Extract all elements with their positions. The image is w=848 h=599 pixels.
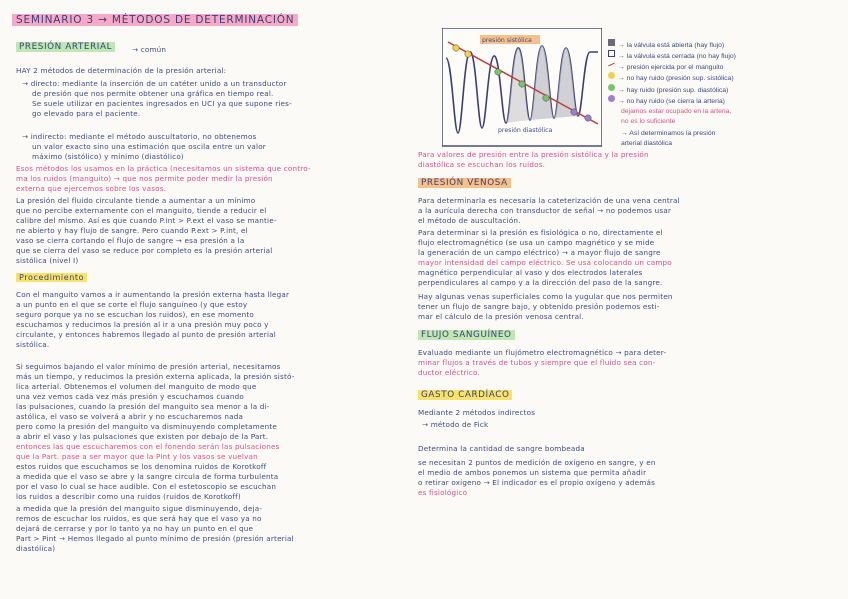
heading-procedimiento: Procedimiento (16, 273, 87, 282)
presion-arterial-line: sistólica (nivel I) (16, 256, 79, 265)
presion-venosa-line: magnético perpendicular al vaso y dos electrodos laterales (418, 268, 643, 277)
procedimiento-line: circulante, y entonces habremos llegado al punto de presión arterial (16, 330, 276, 339)
legend-text: arterial diastólica (621, 140, 672, 147)
procedimiento-line: entonces las que escucharemos con el fonendo serán las pulsaciones (16, 442, 280, 451)
heading-gasto-cardiaco: GASTO CARDÍACO (418, 390, 512, 400)
flujo-line: ductor eléctrico. (418, 368, 480, 377)
left-column (12, 0, 417, 599)
presion-venosa-line: mayor intensidad del campo eléctrico. Se usa colocando un campo (418, 258, 672, 267)
legend-text: → hay ruido (presión sup. diastólica) (618, 87, 729, 94)
blood-pressure-diagram (442, 28, 602, 148)
presion-venosa-line: Para determinar si la presión es fisiológica o no, directamente el (418, 228, 663, 237)
presion-arterial-line: Se suele utilizar en pacientes ingresados en UCI ya que supone ries- (32, 99, 292, 108)
presion-arterial-line: calibre del mismo. Así es que cuando P.int > P.ext el vaso se mantie- (16, 216, 277, 225)
procedimiento-line: por el vaso lo cual se hace audible. Con el estetoscopio se escuchan (16, 482, 277, 491)
heading-presion-arterial: PRESIÓN ARTERIAL (16, 42, 115, 52)
procedimiento-line: Con el manguito vamos a ir aumentando la presión externa hasta llegar (16, 290, 290, 299)
gasto-line: → método de Fick (422, 420, 489, 429)
presion-arterial-line: externa que ejercemos sobre los vasos. (16, 184, 167, 193)
legend-item (608, 132, 672, 150)
presion-arterial-line: que no percibe externamente con el manguito, tiende a reducir el (16, 206, 267, 215)
presion-venosa-line: mar el cálculo de la presión venosa central. (418, 312, 584, 321)
presion-arterial-line: → indirecto: mediante el método auscultatorio, no obtenemos (22, 132, 257, 141)
presion-arterial-line: → directo: mediante la inserción de un catéter unido a un transductor (22, 79, 287, 88)
procedimiento-line: a medida que la presión del manguito sigue disminuyendo, deja- (16, 504, 263, 513)
legend-text: → no hay ruido (presión sup. sistólica) (618, 75, 734, 82)
procedimiento-line: una vez vemos cada vez más presión y escuchamos cuando (16, 392, 244, 401)
procedimiento-line: dejará de cerrarse y por lo tanto ya no hay un punto en el que (16, 524, 254, 533)
legend-text: → presión ejercida por el manguito (618, 64, 724, 71)
flujo-line: Evaluado mediante un flujómetro electromagnético → para deter- (418, 348, 667, 357)
legend-text: → la válvula está abierta (hay flujo) (618, 42, 725, 49)
legend-text: dejamos estar ocupado en la arteria, (621, 108, 732, 115)
presion-arterial-line: vaso se cierra cortando el flujo de sangre → esa presión a la (16, 236, 245, 245)
presion-venosa-line: flujo electromagnético (se usa un campo magnético y se mide (418, 238, 655, 247)
legend-text: → la válvula está cerrada (no hay flujo) (618, 53, 736, 60)
presion-arterial-line: go elevado para el paciente. (32, 109, 141, 118)
presion-arterial-line: un valor exacto sino una estimación que oscila entre un valor (32, 142, 266, 151)
gasto-line: Mediante 2 métodos indirectos (418, 408, 536, 417)
legend-text: no es lo suficiente (621, 118, 676, 125)
procedimiento-line: a un punto en el que se corte el flujo sanguíneo (y que estoy (16, 300, 248, 309)
diagram-note-2: diastólica se escuchan los ruidos. (418, 160, 546, 169)
flujo-line: minar flujos a través de tubos y siempre que el fluido sea con- (418, 358, 656, 367)
presion-venosa-line: Hay algunas venas superficiales como la yugular que nos permiten (418, 292, 673, 301)
presion-arterial-line: máximo (sistólico) y mínimo (diastólico) (32, 152, 184, 161)
procedimiento-line: remos de escuchar los ruidos, es que será hay que el vaso ya no (16, 514, 262, 523)
presion-arterial-line: ma los ruidos (manguito) → que nos permite poder medir la presión (16, 174, 273, 183)
diagram-label-top: presión sistólica (482, 37, 532, 44)
presion-arterial-line: HAY 2 métodos de determinación de la presión arterial: (16, 66, 227, 75)
heading-presion-arterial-note: → común (132, 45, 167, 54)
gasto-line: es fisiológico (418, 488, 468, 497)
diagram-note-1: Para valores de presión entre la presión sistólica y la presión (418, 150, 649, 159)
gasto-line: Determina la cantidad de sangre bombeada (418, 444, 585, 453)
presion-arterial-line: Esos métodos los usamos en la práctica (necesitamos un sistema que contro- (16, 164, 311, 173)
procedimiento-line: las pulsaciones, cuando la presión del manguito sea menor a la di- (16, 402, 270, 411)
procedimiento-line: lica arterial. Obtenemos el volumen del manguito de modo que (16, 382, 257, 391)
presion-arterial-line: de presión que nos permite obtener una gráfica en tiempo real. (32, 89, 274, 98)
presion-venosa-line: la generación de un campo eléctrico) → a mayor flujo de sangre (418, 248, 661, 257)
procedimiento-line: astólica, el vaso se volverá a abrir y no escucharemos nada (16, 412, 244, 421)
gasto-line: se necesitan 2 puntos de medición de oxígeno en sangre, y en (418, 458, 656, 467)
heading-flujo-sanguineo: FLUJO SANGUÍNEO (418, 330, 515, 340)
procedimiento-line: que la Part. pase a ser mayor que la Pint y los vasos se vuelvan (16, 452, 258, 461)
indent-spacer (608, 137, 618, 144)
presion-venosa-line: a la aurícula derecha con transductor de señal → no podemos usar (418, 206, 672, 215)
diagram-label-bottom: presión diastólica (498, 127, 553, 134)
procedimiento-line: más un tiempo, y reducimos la presión externa aplicada, la presión sistó- (16, 372, 295, 381)
procedimiento-line: pero como la presión del manguito va disminuyendo completamente (16, 422, 277, 431)
presion-venosa-line: el método de auscultación. (418, 216, 521, 225)
procedimiento-line: estos ruidos que escuchamos se los denomina ruidos de Korotkoff (16, 462, 267, 471)
gasto-line: o retirar oxígeno → El indicador es el propio oxígeno y además (418, 478, 656, 487)
legend-text: → Así determinamos la presión (621, 130, 716, 137)
procedimiento-line: sistólica. (16, 340, 50, 349)
presion-venosa-line: tener un flujo de sangre bajo, y obtenido presión podemos esti- (418, 302, 660, 311)
procedimiento-line: seguro porque ya no se escuchan los ruidos), en ese momento (16, 310, 254, 319)
procedimiento-line: Si seguimos bajando el valor mínimo de presión arterial, necesitamos (16, 362, 281, 371)
legend-text: → no hay ruido (se cierra la arteria) (618, 98, 725, 105)
page-title: SEMINARIO 3 → MÉTODOS DE DETERMINACIÓN (12, 14, 298, 26)
procedimiento-line: los ruidos a describir como una ruidos (ruidos de Korotkoff) (16, 492, 241, 501)
procedimiento-line: a medida que el vaso se abre y la sangre circula de forma turbulenta (16, 472, 279, 481)
presion-arterial-line: ne abierto y hay flujo de sangre. Pero cuando P.ext > P.int, el (16, 226, 248, 235)
gasto-line: el medio de ambos ponemos un sistema que permita añadir (418, 468, 647, 477)
right-column (418, 0, 836, 599)
procedimiento-line: a abrir el vaso y las pulsaciones que existen por debajo de la Part. (16, 432, 269, 441)
presion-arterial-line: La presión del fluido circulante tiende a aumentar a un mínimo (16, 196, 256, 205)
presion-venosa-line: Para determinarla es necesaria la cateterización de una vena central (418, 196, 680, 205)
procedimiento-line: Part > Pint → Hemos llegado al punto mínimo de presión (presión arterial (16, 534, 294, 543)
presion-arterial-line: que se cierra del vaso se reduce por completo es la presión arterial (16, 246, 273, 255)
procedimiento-line: escuchamos y reducimos la presión al ir a una presión muy poco y (16, 320, 269, 329)
heading-presion-venosa: PRESIÓN VENOSA (418, 178, 511, 188)
presion-venosa-line: perpendiculares al campo y a la dirección del paso de la sangre. (418, 278, 663, 287)
procedimiento-line: diastólica) (16, 544, 56, 553)
